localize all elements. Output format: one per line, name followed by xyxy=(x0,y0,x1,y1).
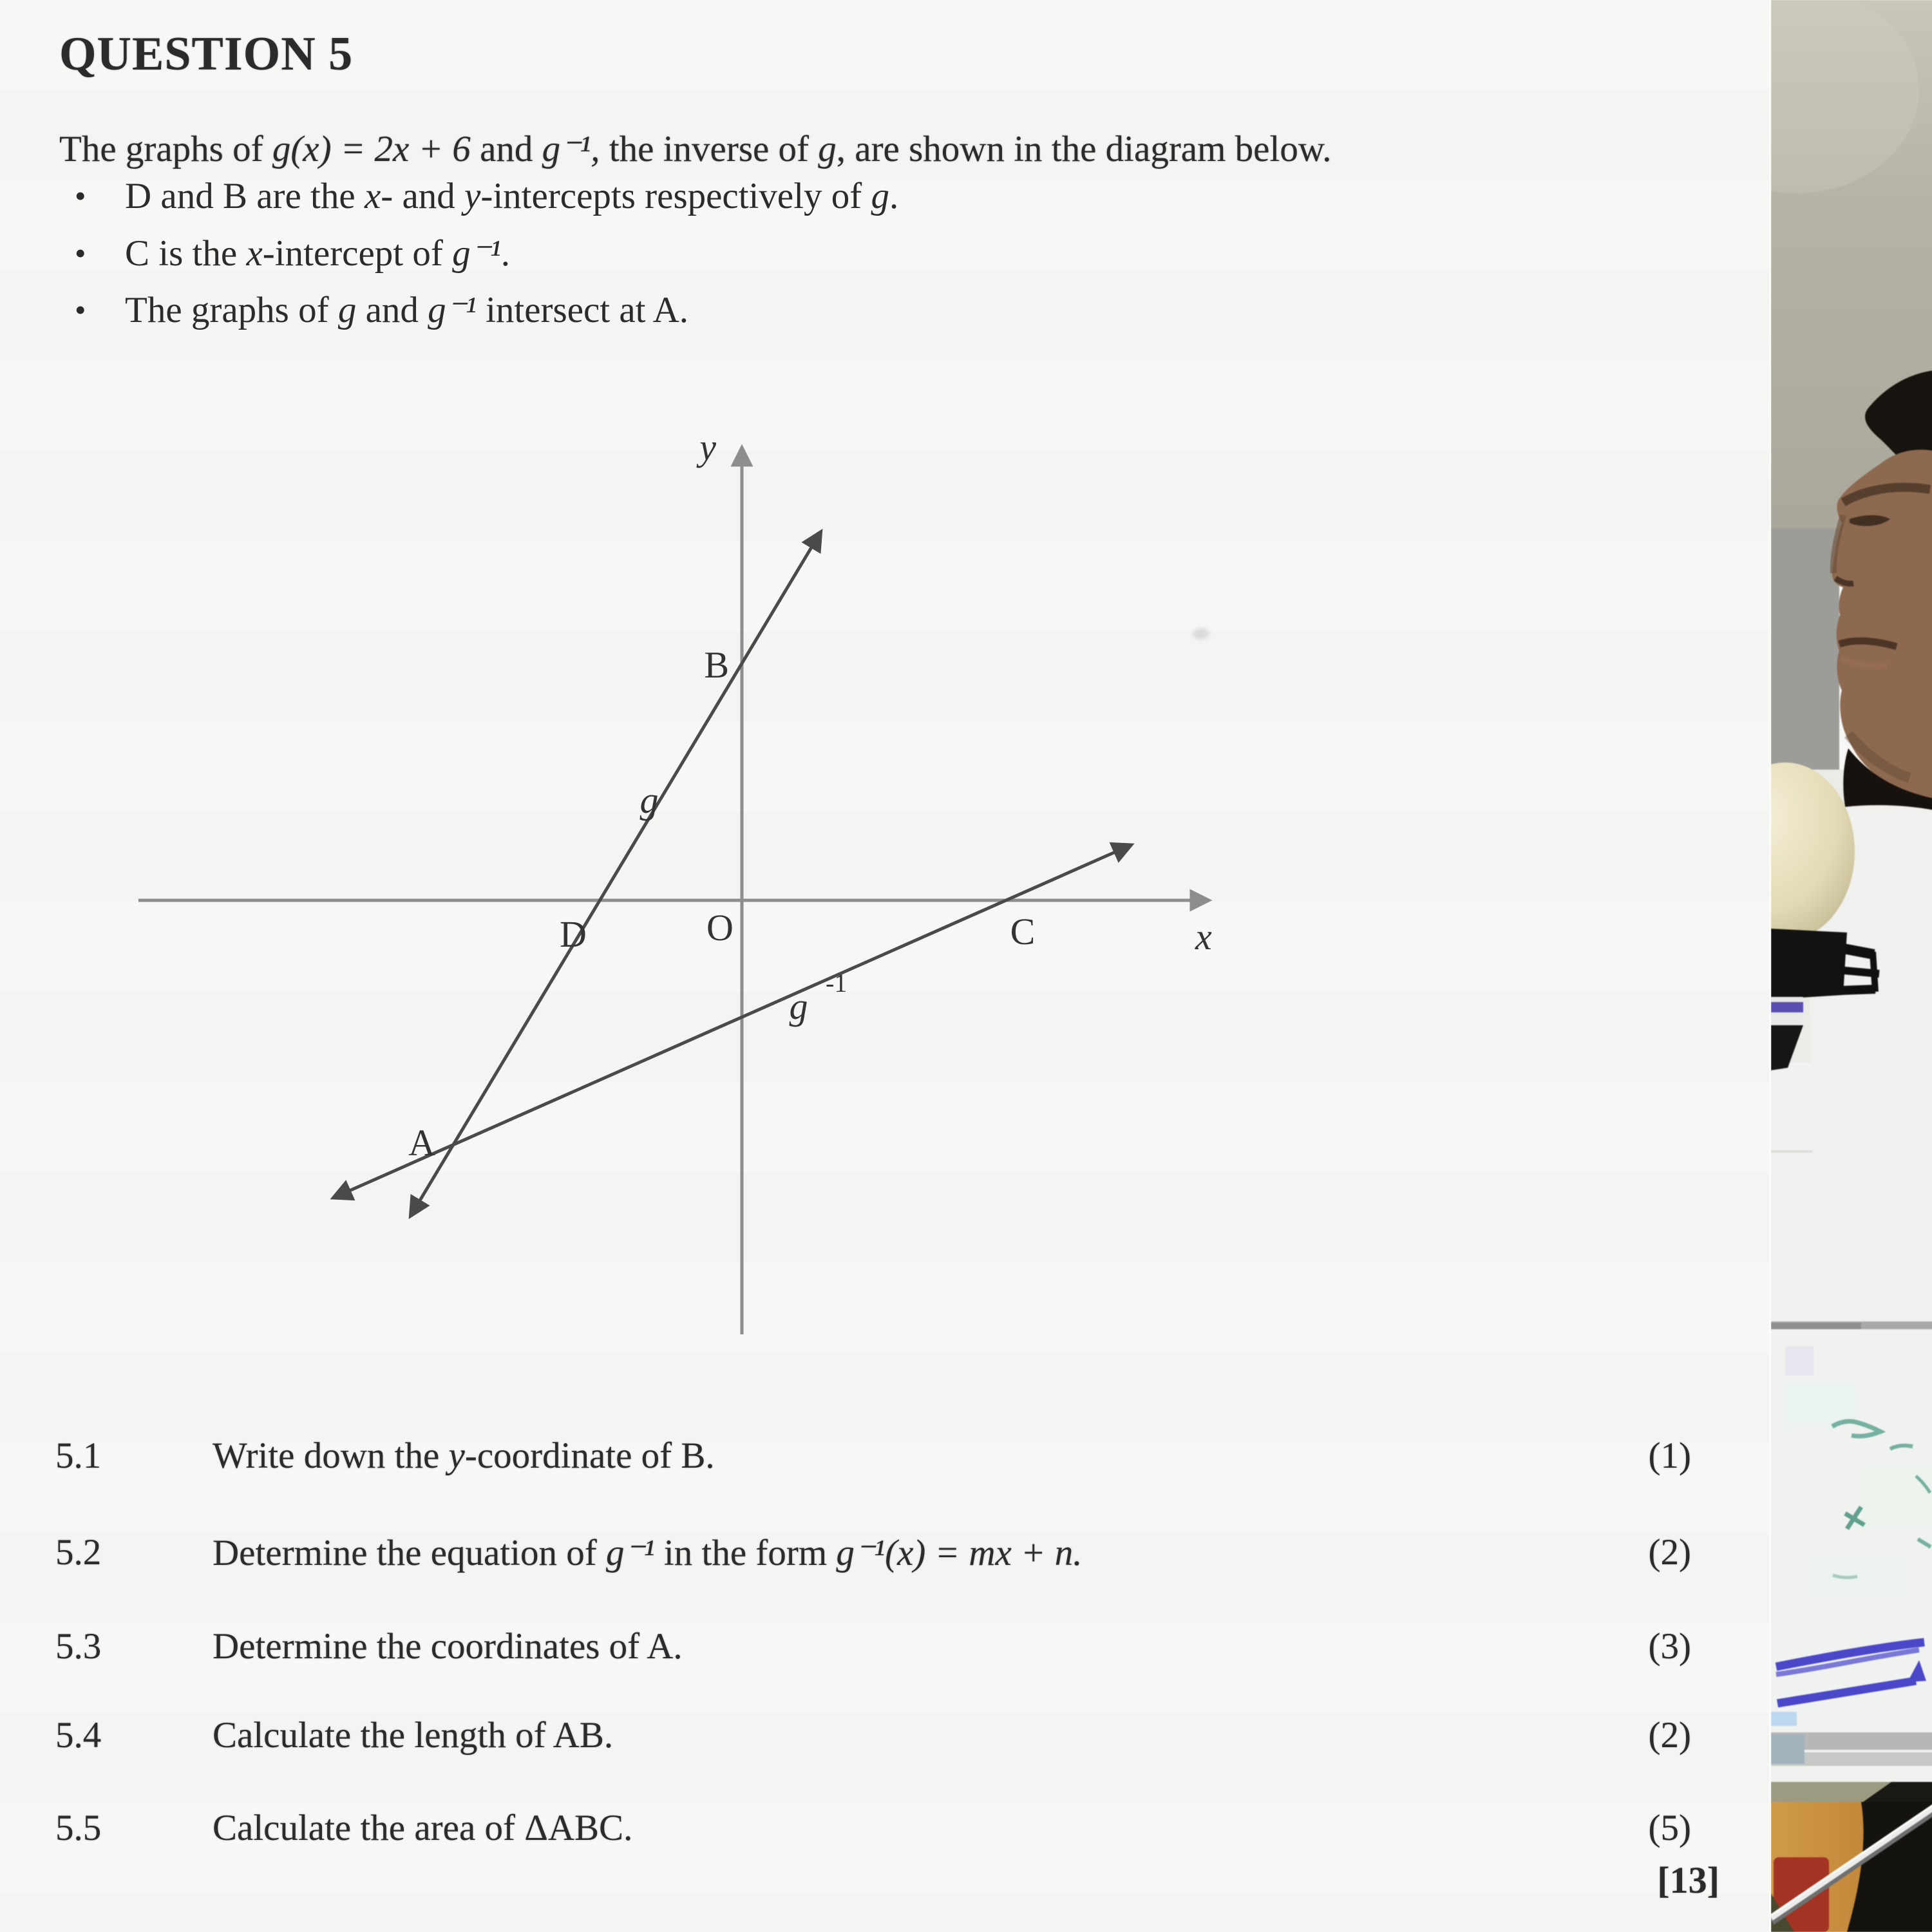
whiteboard-mint-patch xyxy=(1810,1558,1906,1597)
line-g-label: g xyxy=(639,779,659,821)
desk-edge-bars xyxy=(1771,1732,1932,1766)
line-g xyxy=(412,535,819,1213)
question-text: Determine the equation of g⁻¹ in the form g⁻¹(x) = mx + n. xyxy=(213,1533,1083,1573)
question-text: Determine the coordinates of A. xyxy=(213,1626,683,1667)
origin-label: O xyxy=(706,907,734,949)
desk-scene xyxy=(1771,1782,1932,1932)
line-g-inverse xyxy=(336,846,1128,1197)
y-axis-label: y xyxy=(699,426,716,468)
scan-smudge xyxy=(1193,628,1209,639)
whiteboard-mint-patch xyxy=(1861,1468,1932,1526)
question-marks: (5) xyxy=(1648,1808,1691,1848)
question-number: 5.3 xyxy=(55,1626,102,1667)
bullet-text: C is the x-intercept of g⁻¹. xyxy=(125,233,511,274)
point-d-label: D xyxy=(560,913,587,955)
question-number: 5.4 xyxy=(55,1715,102,1756)
question-marks: (2) xyxy=(1648,1532,1691,1573)
bullet-icon: • xyxy=(75,292,86,328)
bullet-text: D and B are the x- and y-intercepts respectively of g. xyxy=(125,176,899,216)
question-text: Calculate the length of AB. xyxy=(213,1715,614,1756)
question-marks: (2) xyxy=(1648,1715,1691,1756)
page-title: QUESTION 5 xyxy=(59,28,354,80)
mic-body-stripe xyxy=(1771,1002,1803,1012)
question-text: Calculate the area of ΔABC. xyxy=(213,1808,633,1848)
question-text: Write down the y-coordinate of B. xyxy=(213,1435,715,1476)
bullet-item xyxy=(75,175,898,217)
question-number: 5.5 xyxy=(55,1808,102,1848)
whiteboard-lavender-patch xyxy=(1785,1346,1814,1376)
bullet-icon: • xyxy=(75,235,86,271)
mic-shock-mount xyxy=(1771,929,1847,999)
point-c-label: C xyxy=(1010,911,1036,952)
x-axis-label: x xyxy=(1195,916,1212,958)
line-g-inverse-label-superscript: -1 xyxy=(826,969,848,998)
question-marks: (1) xyxy=(1648,1435,1691,1476)
question-number: 5.2 xyxy=(55,1532,102,1573)
bullet-icon: • xyxy=(75,178,86,214)
line-g-inverse-label: g xyxy=(789,985,808,1027)
background-band xyxy=(1771,528,1839,770)
point-b-label: B xyxy=(704,644,729,686)
bullet-item xyxy=(75,232,510,274)
bullet-text: The graphs of g and g⁻¹ intersect at A. xyxy=(125,290,689,330)
whiteboard-blue-sticker xyxy=(1771,1712,1797,1726)
video-panel xyxy=(1769,0,1932,1932)
whiteboard-edge-line-dark xyxy=(1771,1323,1861,1329)
whiteboard-mint-patch xyxy=(1784,1385,1855,1423)
point-a-label: A xyxy=(408,1122,435,1164)
question-number: 5.1 xyxy=(55,1435,102,1476)
bullet-item xyxy=(75,289,688,331)
question-marks: (3) xyxy=(1648,1626,1691,1667)
intro-text: The graphs of g(x) = 2x + 6 and g⁻¹, the inverse of g, are shown in the diagram below. xyxy=(59,129,1332,169)
total-marks: [13] xyxy=(1657,1859,1719,1901)
video-frame xyxy=(1771,0,1932,1932)
